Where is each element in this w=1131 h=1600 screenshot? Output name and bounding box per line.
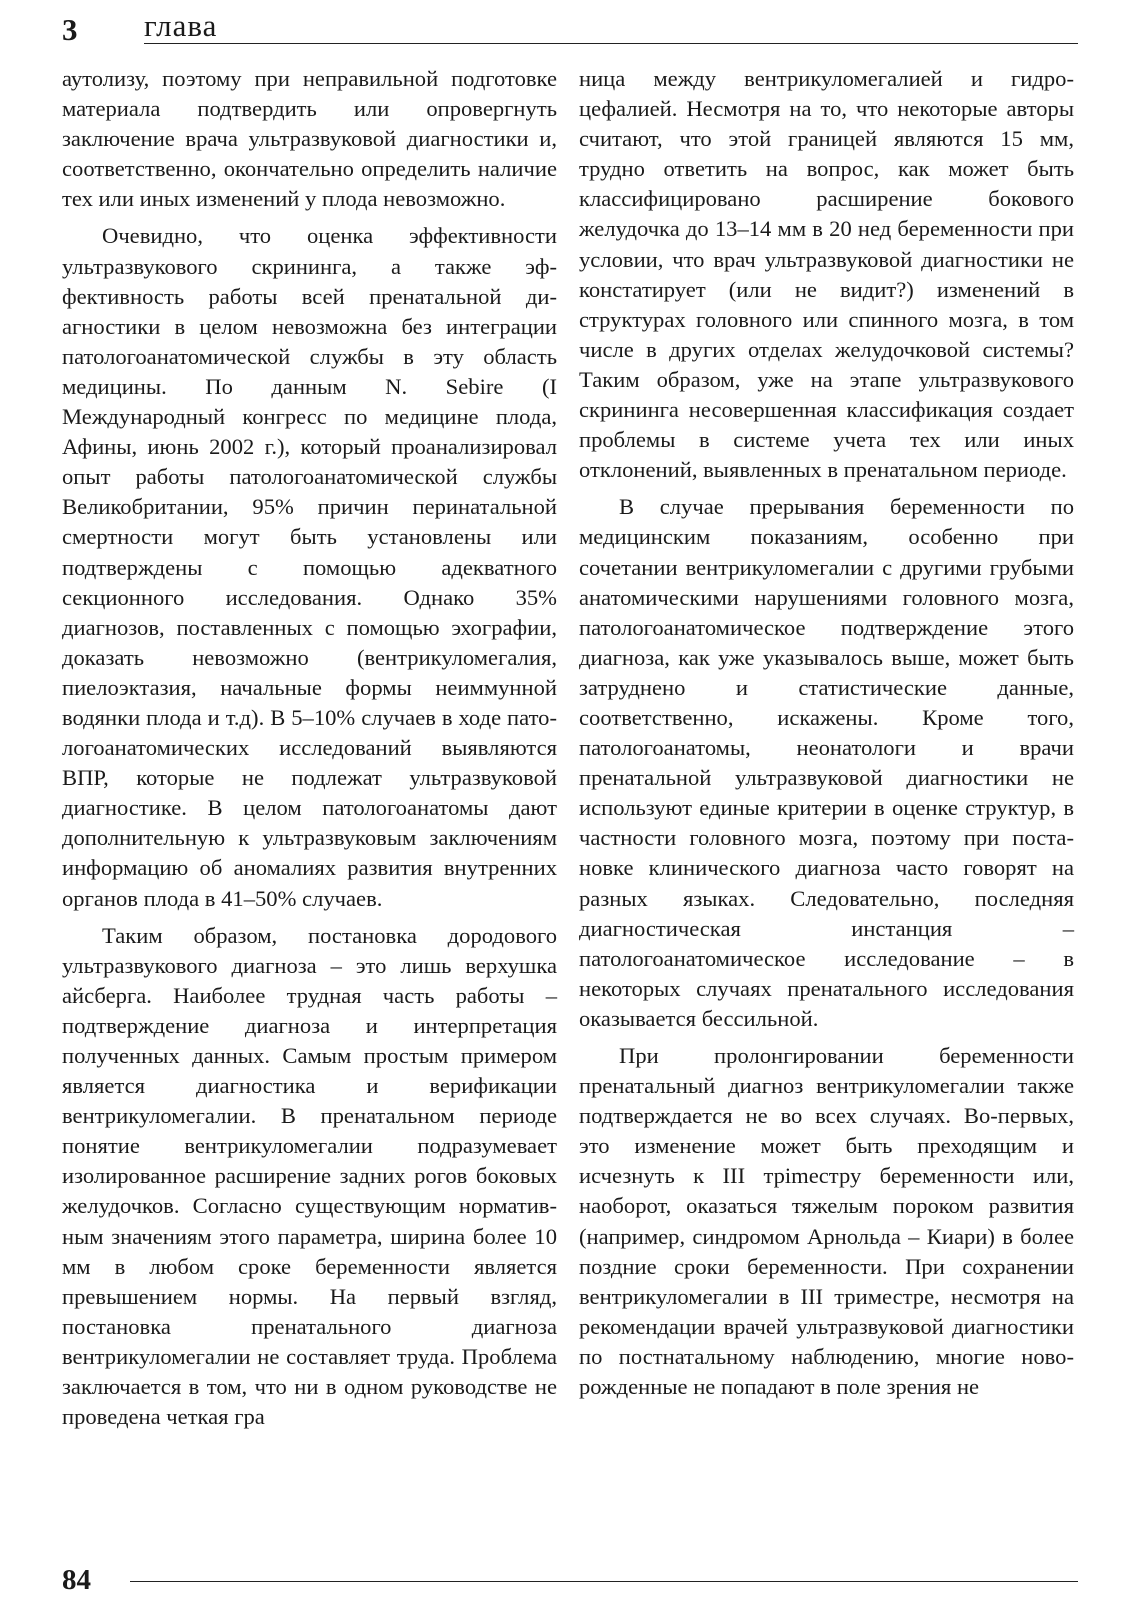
left-column <box>62 64 557 1432</box>
paragraph: При пролонгировании беременности пренатальный диагноз вентрикуломегалии также подтверждается не во всех случаях. Во-первых, это изменение может быть преходящим и исчезнуть к III трimeстру беременности или, наоборот, оказаться тяжелым пороком развития (например, синдромом Арнольда – Киари) в более поздние сроки беременности. При сохранении вентрикуломегалии в III триместре, несмотря на рекомендации врачей ультразвуковой диагностики по постнатальному наблюдению, многие новорожденные не попадают в поле зрения не <box>579 1043 1074 1400</box>
header-rule <box>144 43 1078 44</box>
page-number: 84 <box>62 1564 91 1596</box>
paragraph: Очевидно, что оценка эффективности ультразвукового скрининга, а также эффективность работы всей пренатальной диагностики в целом невозможна без интеграции патологоанатомической службы в эту область медицины. По данным N. Sebire (I Международный конгресс по медицине плода, Афины, июнь 2002 г.), который проанализировал опыт работы патологоанатомической службы Великобритании, 95% причин перинатальной смертности могут быть установлены или подтверждены с помощью адекватного секционного исследования. Однако 35% диагнозов, поставленных с помощью эхографии, доказать невозможно (вентрикуломегалия, пиелоэктазия, начальные формы неиммунной водянки плода и т.д). В 5–10% случаев в ходе патологоанатомических исследований выявляются ВПР, которые не подлежат ультразвуковой диагностике. В целом патологоанатомы дают дополнительную к ультразвуковым заключениям информацию об аномалиях развития внутренних органов плода в 41–50% случаев. <box>62 223 557 911</box>
paragraph: ница между вентрикуломегалией и гидроцефалией. Несмотря на то, что некоторые авторы считают, что этой границей являются 15 мм, трудно ответить на вопрос, как может быть классифицировано расширение бокового желудочка до 13–14 мм в 20 нед беременности при условии, что врач ультразвуковой диагностики не констатирует (или не видит?) изменений в структурах головного или спинного мозга, в том числе в других отделах желудочковой системы? Таким образом, уже на этапе ультразвукового скрининга несовершенная классификация создает проблемы в системе учета тех или иных отклонений, выявленных в пренатальном периоде. <box>579 66 1074 483</box>
chapter-label: глава <box>144 8 218 43</box>
paragraph: аутолизу, поэтому при неправильной подготовке материала подтвердить или опровергнуть заключение врача ультразвуковой диагностики и, соответственно, окончательно определить наличие тех или иных изменений у плода невозможно. <box>62 66 557 212</box>
paragraph: Таким образом, постановка дородового ультразвукового диагноза – это лишь верхушка айсберга. Наиболее трудная часть работы – подтверждение диагноза и интерпретация полученных данных. Самым простым примером является диагностика и верификации вентрикуломегалии. В пренатальном периоде понятие вентрикуломегалии подразумевает изолированное расширение задних рогов боковых желудочков. Согласно существующим нормативным значениям этого параметра, ширина более 10 мм в любом сроке беременности является превышением нормы. На первый взгляд, постановка пренатального диагноза вентрикуломегалии не составляет труда. Проблема заключается в том, что ни в одном руководстве не проведена четкая гра <box>62 922 557 1430</box>
paragraph: В случае прерывания беременности по медицинским показаниям, особенно при сочетании вентрикуломегалии с другими грубыми анатомическими нарушениями головного мозга, патологоанатомическое подтверждение этого диагноза, как уже указывалось выше, может быть затруднено и статистические данные, соответственно, искажены. Кроме того, патологоанатомы, неонатологи и врачи пренатальной ультразвуковой диагностики не используют единые критерии в оценке структур, в частности головного мозга, поэтому при постановке клинического диагноза часто говорят на разных языках. Следовательно, последняя диагностическая инстанция – патологоанатомическое исследование – в некоторых случаях пренатального исследования оказывается бессильной. <box>579 494 1074 1031</box>
page-footer <box>60 1562 1078 1598</box>
footer-rule <box>130 1581 1078 1582</box>
right-column <box>579 64 1074 1402</box>
chapter-header <box>60 6 1078 46</box>
chapter-number: 3 <box>62 12 78 47</box>
